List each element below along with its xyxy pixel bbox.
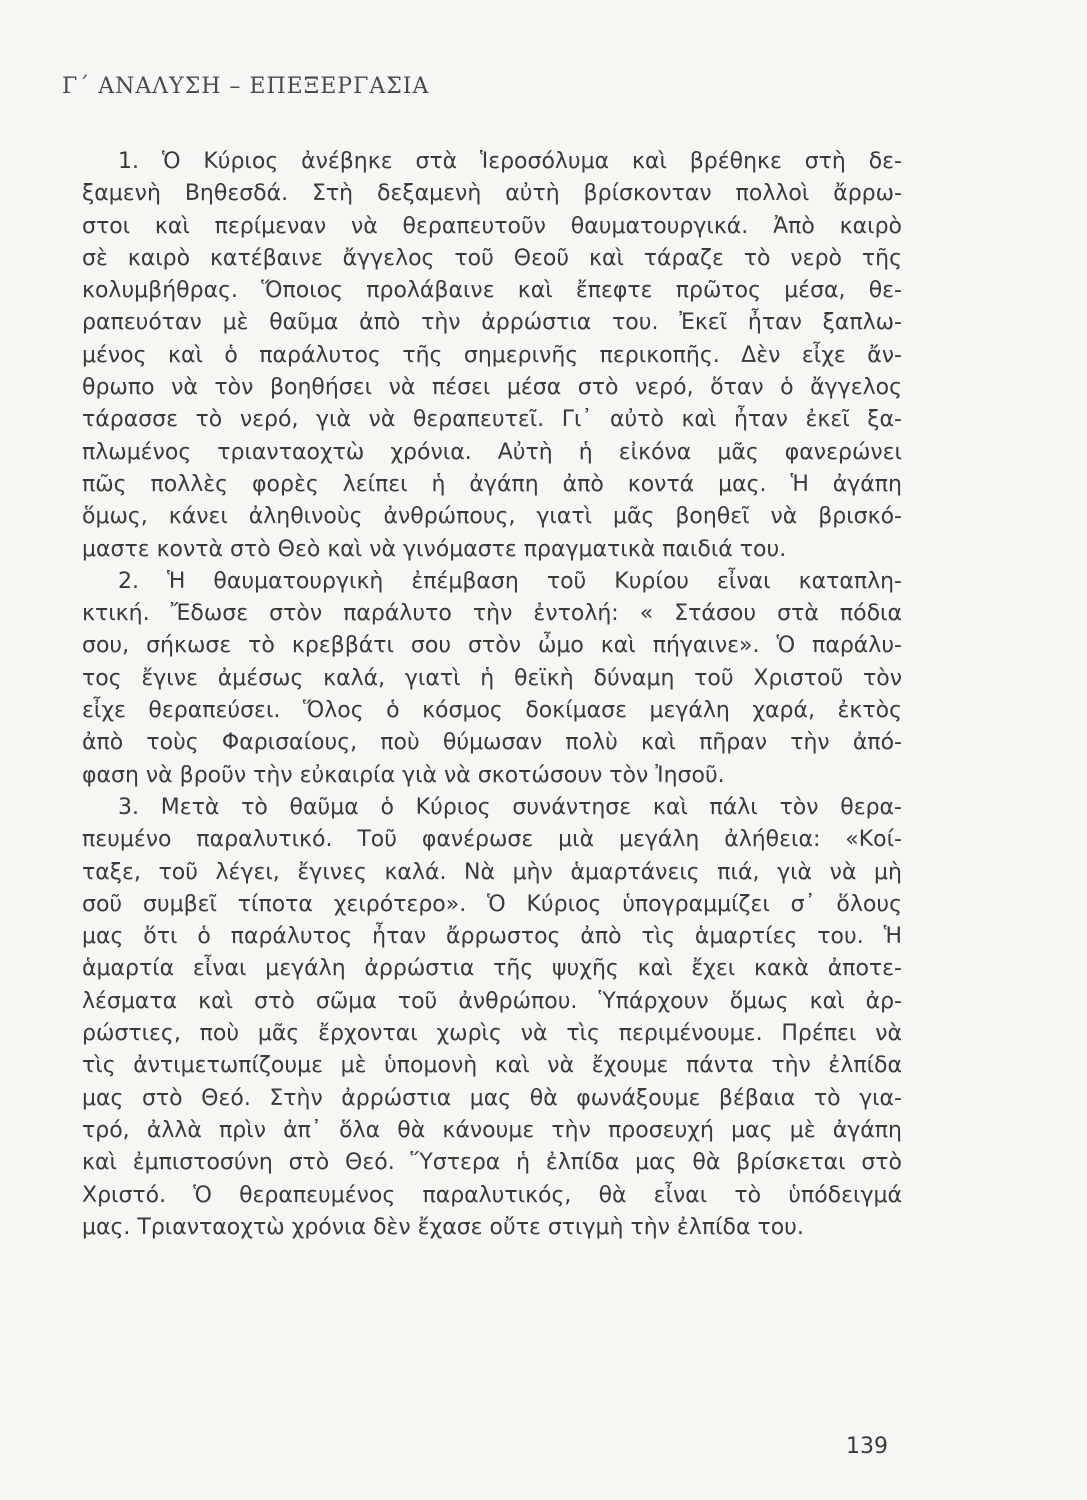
text-line: ἁμαρτία εἶναι μεγάλη ἀρρώστια τῆς ψυχῆς καὶ ἔχει κακὰ ἀποτε- <box>82 956 902 982</box>
text-line: μας ὅτι ὁ παράλυτος ἦταν ἄρρωστος ἀπὸ τὶς ἁμαρτίες του. Ἡ <box>82 924 902 950</box>
text-line: Χριστό. Ὁ θεραπευμένος παραλυτικός, θὰ εἶναι τὸ ὑπόδειγμά <box>82 1182 902 1208</box>
text-line: σὲ καιρὸ κατέβαινε ἄγγελος τοῦ Θεοῦ καὶ τάραζε τὸ νερὸ τῆς <box>82 245 902 271</box>
text-line: μας στὸ Θεό. Στὴν ἀρρώστια μας θὰ φωνάξουμε βέβαια τὸ για- <box>82 1085 902 1111</box>
text-line: μένος καὶ ὁ παράλυτος τῆς σημερινῆς περικοπῆς. Δὲν εἶχε ἄν- <box>82 342 902 368</box>
text-line: θρωπο νὰ τὸν βοηθήσει νὰ πέσει μέσα στὸ νερό, ὅταν ὁ ἄγγελος <box>82 375 902 401</box>
text-line: τρό, ἀλλὰ πρὶν ἀπ᾿ ὅλα θὰ κάνουμε τὴν προσευχή μας μὲ ἀγάπη <box>82 1117 902 1143</box>
text-line: στοι καὶ περίμεναν νὰ θεραπευτοῦν θαυματουργικά. Ἀπὸ καιρὸ <box>82 213 902 239</box>
page-number: 139 <box>846 1434 888 1459</box>
body-text <box>82 146 902 1244</box>
text-line: κτική. Ἔδωσε στὸν παράλυτο τὴν ἐντολή: « Στάσου στὰ πόδια <box>82 601 902 627</box>
text-line: λέσματα καὶ στὸ σῶμα τοῦ ἀνθρώπου. Ὑπάρχουν ὅμως καὶ ἀρ- <box>82 988 902 1014</box>
text-line: ρώστιες, ποὺ μᾶς ἔρχονται χωρὶς νὰ τὶς περιμένουμε. Πρέπει νὰ <box>82 1021 902 1047</box>
text-line: ὅμως, κάνει ἀληθινοὺς ἀνθρώπους, γιατὶ μᾶς βοηθεῖ νὰ βρισκό- <box>82 504 902 530</box>
text-line: 2. Ἡ θαυματουργικὴ ἐπέμβαση τοῦ Κυρίου εἶναι καταπλη- <box>118 568 902 594</box>
text-line: 3. Μετὰ τὸ θαῦμα ὁ Κύριος συνάντησε καὶ πάλι τὸν θερα- <box>118 794 902 820</box>
text-line: πλωμένος τριανταοχτὼ χρόνια. Αὐτὴ ἡ εἰκόνα μᾶς φανερώνει <box>82 439 902 465</box>
text-line: σοῦ συμβεῖ τίποτα χειρότερο». Ὁ Κύριος ὑπογραμμίζει σ᾿ ὅλους <box>82 891 902 917</box>
text-line: μας. Τριανταοχτὼ χρόνια δὲν ἔχασε οὔτε στιγμὴ τὴν ἐλπίδα του. <box>82 1214 804 1240</box>
text-line: τὶς ἀντιμετωπίζουμε μὲ ὑπομονὴ καὶ νὰ ἔχουμε πάντα τὴν ἐλπίδα <box>82 1053 902 1079</box>
text-line: πῶς πολλὲς φορὲς λείπει ἡ ἀγάπη ἀπὸ κοντά μας. Ἡ ἀγάπη <box>82 471 902 497</box>
text-line: καὶ ἐμπιστοσύνη στὸ Θεό. Ὕστερα ἡ ἐλπίδα μας θὰ βρίσκεται στὸ <box>82 1150 902 1176</box>
text-line: ξαμενὴ Βηθεσδά. Στὴ δεξαμενὴ αὐτὴ βρίσκονταν πολλοὶ ἄρρω- <box>82 181 902 207</box>
text-line: 1. Ὁ Κύριος ἀνέβηκε στὰ Ἱεροσόλυμα καὶ βρέθηκε στὴ δε- <box>118 149 902 174</box>
text-line: τος ἔγινε ἀμέσως καλά, γιατὶ ἡ θεϊκὴ δύναμη τοῦ Χριστοῦ τὸν <box>82 665 902 691</box>
text-line: μαστε κοντὰ στὸ Θεὸ καὶ νὰ γινόμαστε πραγματικὰ παιδιά του. <box>82 536 787 562</box>
text-line: σου, σήκωσε τὸ κρεββάτι σου στὸν ὦμο καὶ πήγαινε». Ὁ παράλυ- <box>82 633 902 659</box>
text-line: κολυμβήθρας. Ὅποιος προλάβαινε καὶ ἔπεφτε πρῶτος μέσα, θε- <box>82 278 902 304</box>
text-line: ταξε, τοῦ λέγει, ἔγινες καλά. Νὰ μὴν ἁμαρτάνεις πιά, γιὰ νὰ μὴ <box>82 859 902 885</box>
section-heading: Γ΄ ΑΝΑΛΥΣΗ – ΕΠΕΞΕΡΓΑΣΙΑ <box>62 74 430 99</box>
text-line: ἀπὸ τοὺς Φαρισαίους, ποὺ θύμωσαν πολὺ καὶ πῆραν τὴν ἀπό- <box>82 730 902 756</box>
text-line: ραπευόταν μὲ θαῦμα ἀπὸ τὴν ἀρρώστια του. Ἐκεῖ ἦταν ξαπλω- <box>82 310 902 336</box>
text-line: φαση νὰ βροῦν τὴν εὐκαιρία γιὰ νὰ σκοτώσουν τὸν Ἰησοῦ. <box>82 762 725 788</box>
text-line: πευμένο παραλυτικό. Τοῦ φανέρωσε μιὰ μεγάλη ἀλήθεια: «Κοί- <box>82 827 902 853</box>
text-line: τάρασσε τὸ νερό, γιὰ νὰ θεραπευτεῖ. Γι᾿ αὐτὸ καὶ ἦταν ἐκεῖ ξα- <box>82 407 902 433</box>
text-line: εἶχε θεραπεύσει. Ὅλος ὁ κόσμος δοκίμασε μεγάλη χαρά, ἐκτὸς <box>82 698 902 724</box>
